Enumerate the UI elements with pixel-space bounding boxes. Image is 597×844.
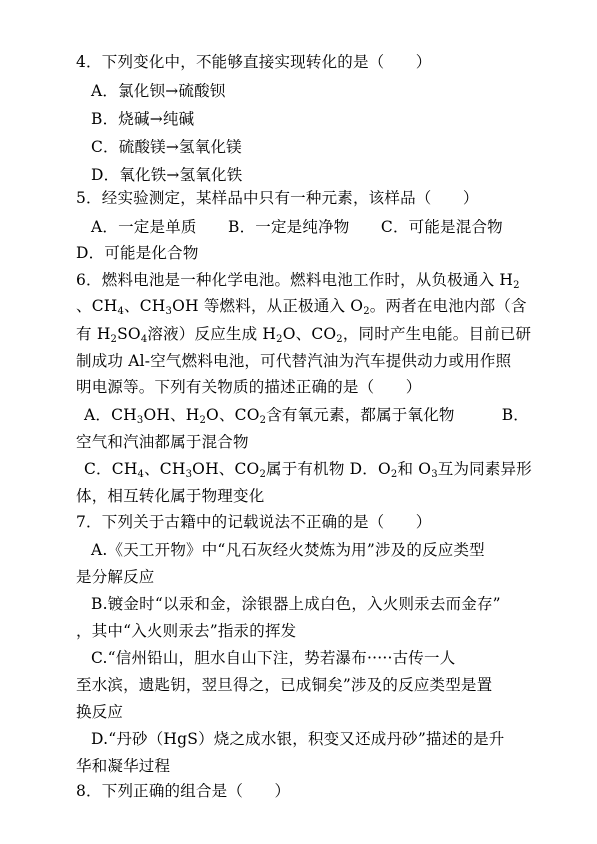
q7-option-d-1: D.“丹砂（HgS）烧之成水银，积变又还成丹砂”描述的是升 [91,730,505,748]
q4-option-a: A．氯化钡→硫酸钡 [91,82,226,100]
q6-line-2: 、$CH_4$、$CH_3OH$ 等燃料，从正极通入 $O_2$。两者在电池内部（含 [76,297,527,317]
q7-option-d-2: 华和凝华过程 [76,757,171,775]
q4-option-c: C．硫酸镁→氢氧化镁 [91,138,242,156]
q8-stem: 8．下列正确的组合是（ ） [76,782,291,800]
q7-option-b-1: B.镀金时“以汞和金，涂银器上成白色，入火则汞去而金存” [91,595,501,613]
q6-option-d-cont: 体，相互转化属于物理变化 [76,487,265,505]
q5-options-abc: A．一定是单质 B．一定是纯净物 C．可能是混合物 [91,218,503,236]
q6-option-a: A．$CH_3OH$、$H_2O$、$CO_2$含有氧元素，都属于氧化物 B． [84,406,529,426]
q7-option-c-3: 换反应 [76,703,124,721]
q4-option-b: B．烧碱→纯碱 [91,110,195,128]
q7-option-c-1: C.“信州铅山，胆水自山下注，势若瀑布·····古传一人 [91,649,456,667]
q6-line-4: 制成功 Al-空气燃料电池，可代替汽油为汽车提供动力或用作照 [76,352,512,370]
q4-option-d: D．氧化铁→氢氧化铁 [91,166,243,184]
q7-option-a-2: 是分解反应 [76,568,155,586]
q7-option-c-2: 至水滨，遗匙钥，翌旦得之，已成铜矣”涉及的反应类型是置 [76,676,493,694]
q4-stem: 4．下列变化中，不能够直接实现转化的是（ ） [76,53,432,71]
q5-option-d: D．可能是化合物 [76,244,199,262]
q7-option-a-1: A.《天工开物》中“凡石灰经火焚炼为用”涉及的反应类型 [91,541,485,559]
q6-option-b-cont: 空气和汽油都属于混合物 [76,433,249,451]
q5-stem: 5．经实验测定，某样品中只有一种元素，该样品（ ） [76,189,479,207]
q7-option-b-2: ，其中“入火则汞去”指汞的挥发 [76,622,297,640]
q6-line-3: 有 $H_2SO_4$溶液）反应生成 $H_2O$、$CO_2$，同时产生电能。目前已研 [76,325,532,345]
q7-stem: 7．下列关于古籍中的记载说法不正确的是（ ） [76,513,432,531]
q6-options-cd: C．$CH_4$、$CH_3OH$、$CO_2$属于有机物 D．$O_2$和 $O_3$互为同素异形 [84,460,532,480]
q6-line-1: 6．燃料电池是一种化学电池。燃料电池工作时，从负极通入 $H_2$ [76,271,520,291]
q6-line-5: 明电源等。下列有关物质的描述正确的是（ ） [76,378,422,396]
